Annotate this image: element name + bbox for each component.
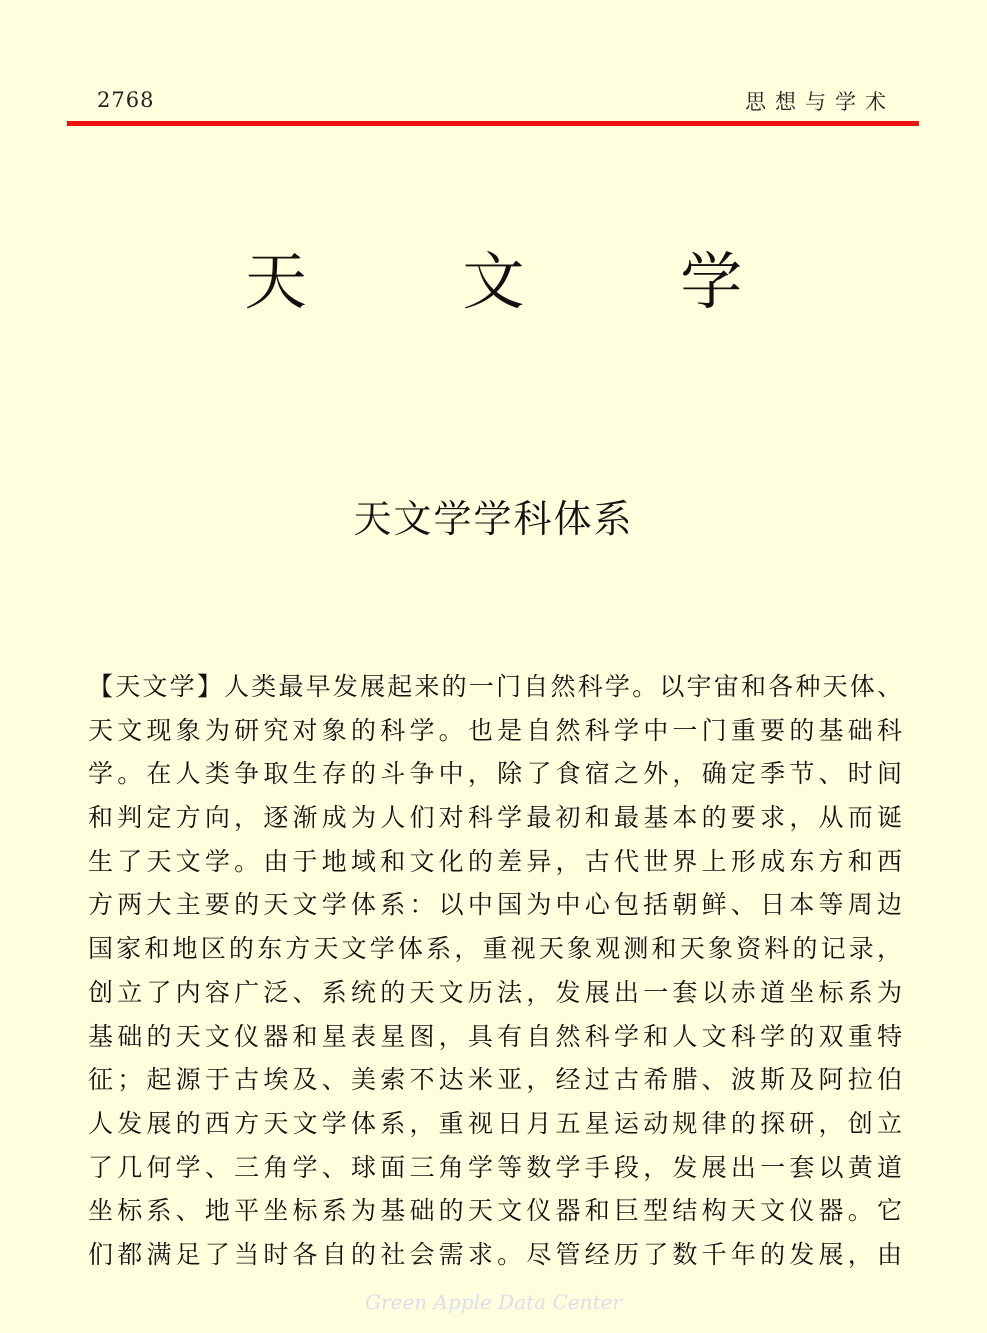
watermark: Green Apple Data Center bbox=[365, 1290, 622, 1314]
page-number: 2768 bbox=[97, 88, 155, 112]
text-line: 创立了内容广泛、系统的天文历法，发展出一套以赤道坐标系为 bbox=[88, 977, 902, 1007]
text-line: 学。在人类争取生存的斗争中，除了食宿之外，确定季节、时间 bbox=[88, 759, 902, 789]
text-line: 人发展的西方天文学体系，重视日月五星运动规律的探研，创立 bbox=[88, 1108, 902, 1138]
text-line: 方两大主要的天文学体系：以中国为中心包括朝鲜、日本等周边 bbox=[88, 890, 902, 920]
header-rule bbox=[67, 121, 919, 126]
text-line: 了几何学、三角学、球面三角学等数学手段，发展出一套以黄道 bbox=[88, 1152, 902, 1182]
text-line: 坐标系、地平坐标系为基础的天文仪器和巨型结构天文仪器。它 bbox=[88, 1196, 902, 1226]
text-line: 国家和地区的东方天文学体系，重视天象观测和天象资料的记录， bbox=[88, 934, 902, 964]
running-title: 思想与学术 bbox=[745, 90, 895, 114]
text-line: 们都满足了当时各自的社会需求。尽管经历了数千年的发展，由 bbox=[88, 1239, 902, 1269]
body-text bbox=[88, 668, 902, 1280]
chapter-title: 天 文 学 bbox=[244, 245, 811, 318]
section-title: 天文学学科体系 bbox=[353, 497, 634, 541]
text-line: 天文现象为研究对象的科学。也是自然科学中一门重要的基础科 bbox=[88, 715, 902, 745]
text-line: 和判定方向，逐渐成为人们对科学最初和最基本的要求，从而诞 bbox=[88, 803, 902, 833]
text-line: 基础的天文仪器和星表星图，具有自然科学和人文科学的双重特 bbox=[88, 1021, 902, 1051]
text-line: 征；起源于古埃及、美索不达米亚，经过古希腊、波斯及阿拉伯 bbox=[88, 1065, 902, 1095]
text-line: 【天文学】人类最早发展起来的一门自然科学。以宇宙和各种天体、 bbox=[88, 672, 902, 701]
text-line: 生了天文学。由于地域和文化的差异，古代世界上形成东方和西 bbox=[88, 846, 902, 876]
